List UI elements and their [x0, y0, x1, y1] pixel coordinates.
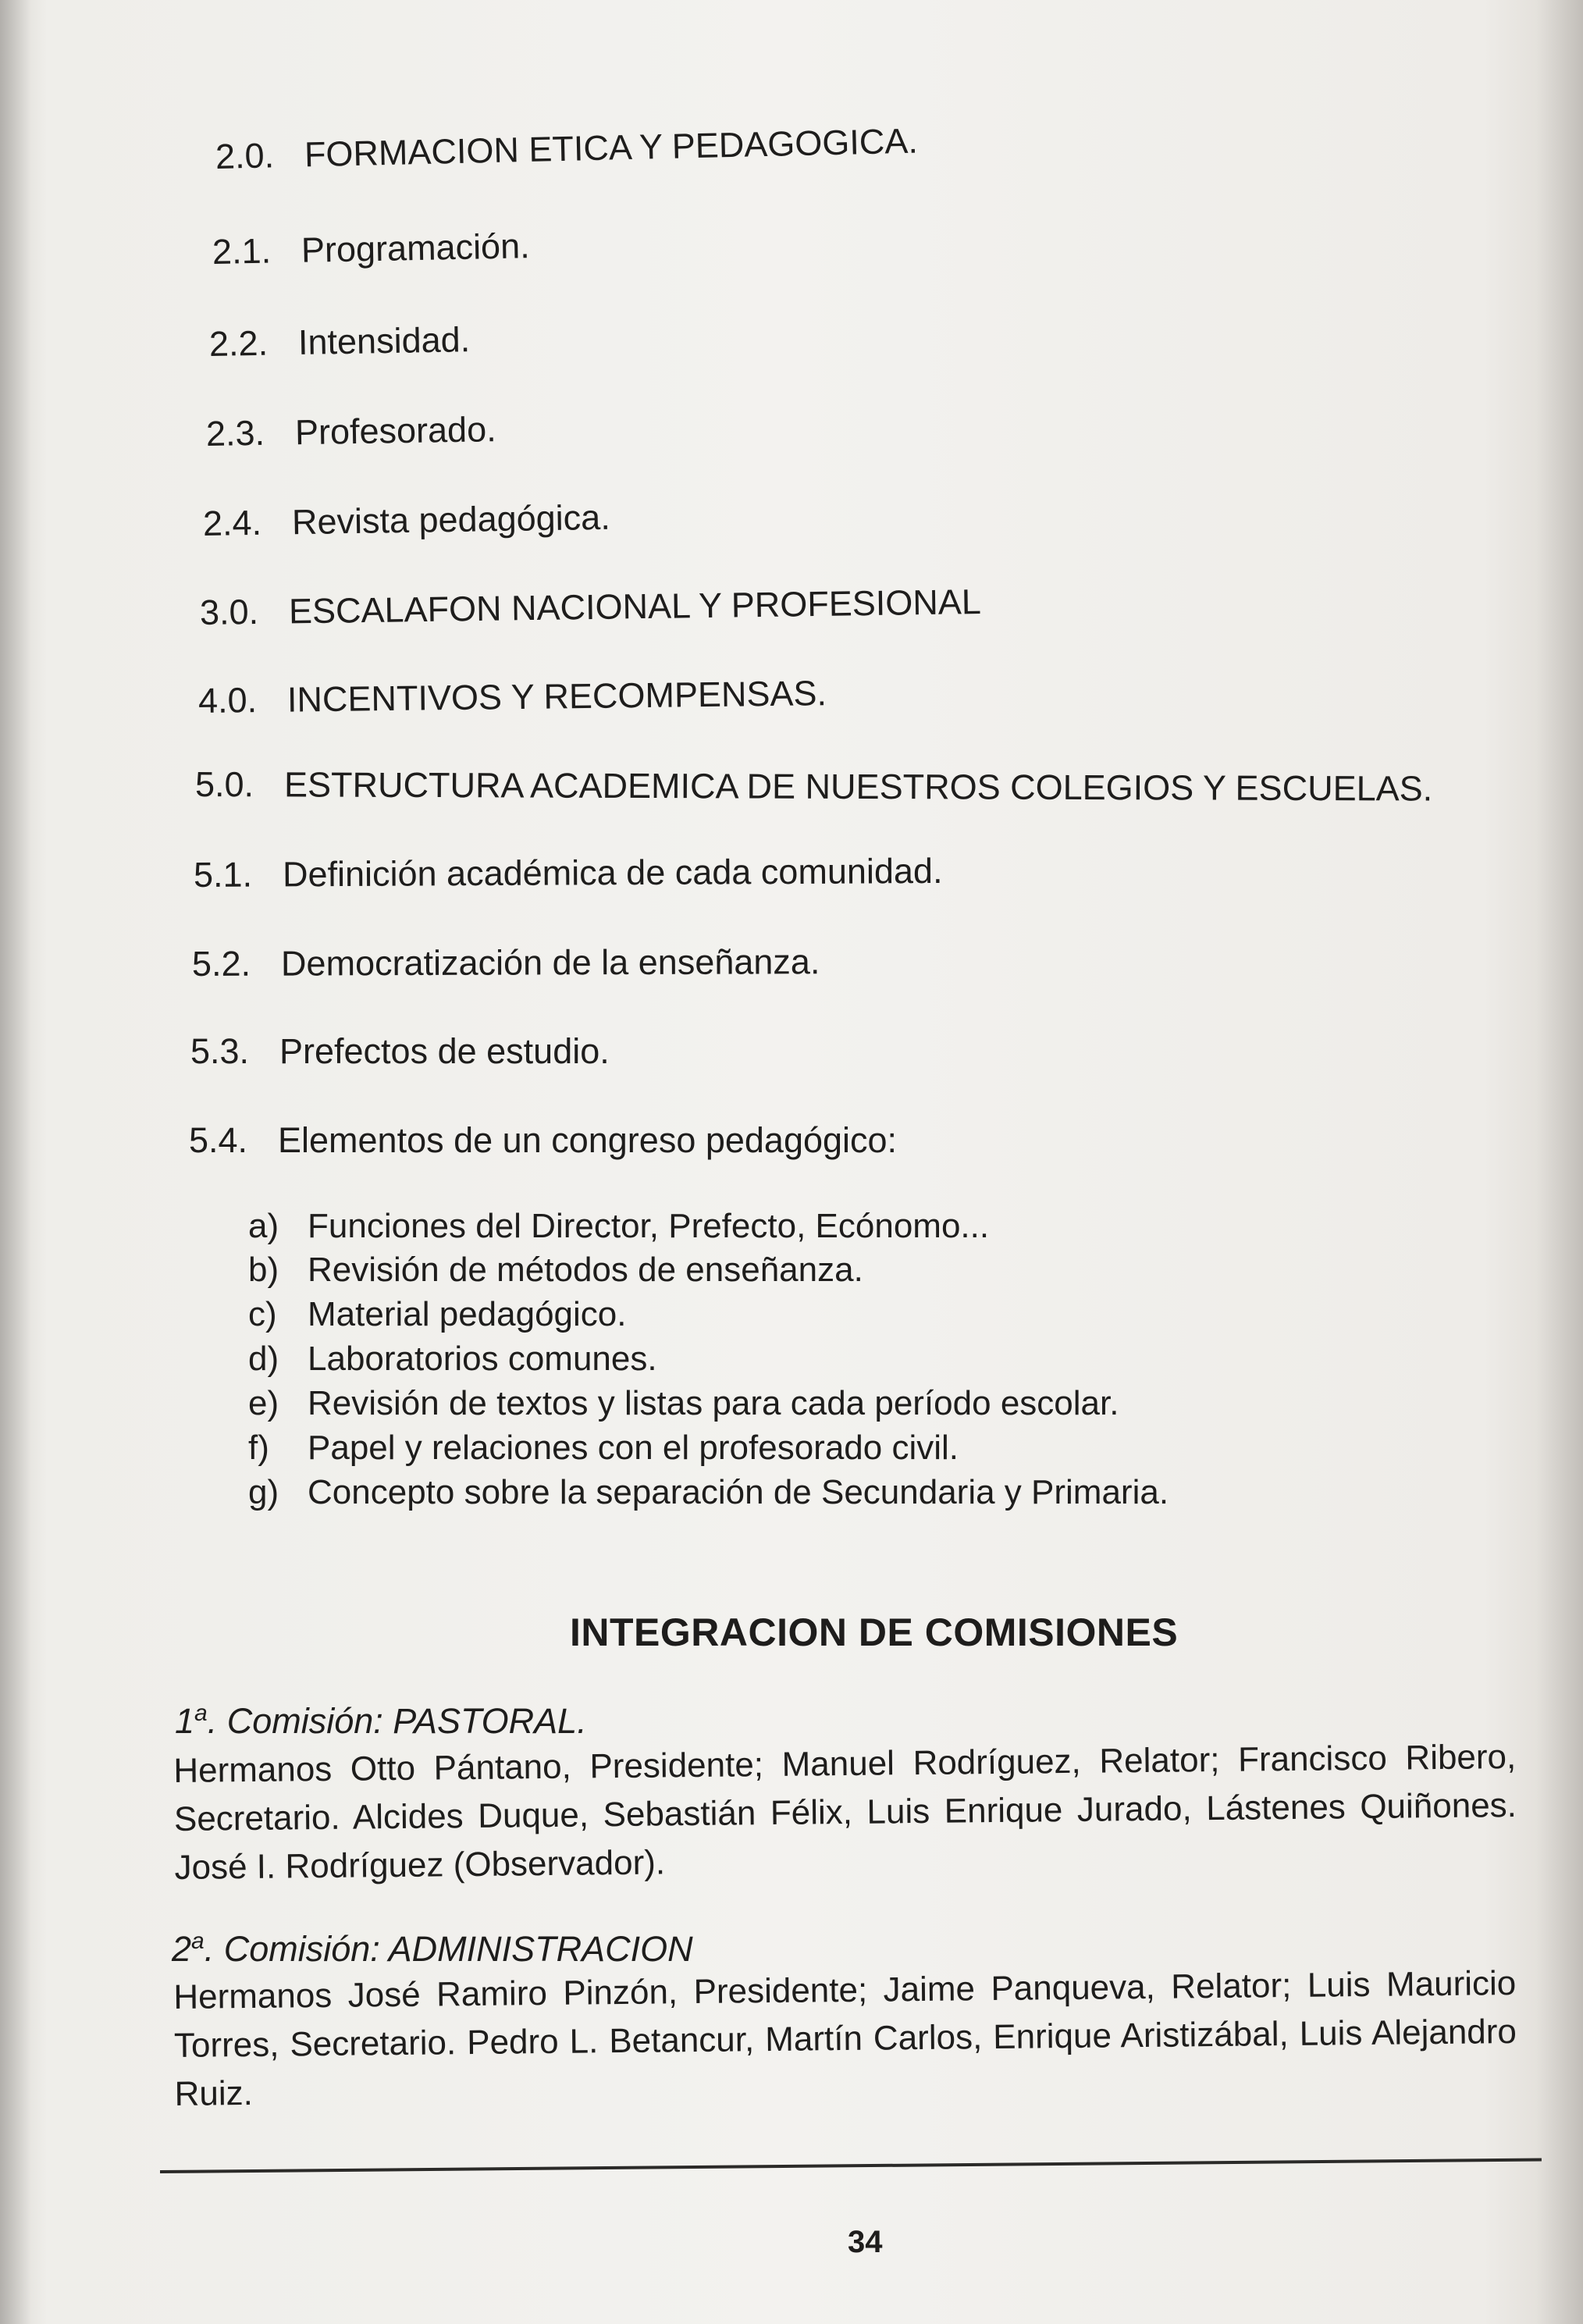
- outline-number: 2.1.: [212, 230, 272, 272]
- sublist-item: [248, 1429, 959, 1468]
- commission-members: Hermanos José Ramiro Pinzón, Presidente; Jaime Panqueva, Relator; Luis Mauricio Torres, Secretario. Pedro L. Betancur, Martín Carlos, Enrique Aristizábal, Luis Alejandro Ruiz.: [173, 1963, 1517, 2113]
- outline-number: 2.2.: [208, 322, 269, 364]
- outline-text: Prefectos de estudio.: [279, 1031, 610, 1071]
- sublist-letter: e): [248, 1384, 279, 1422]
- outline-text: Elementos de un congreso pedagógico:: [278, 1120, 898, 1160]
- outline-item: [208, 319, 471, 364]
- outline-item: [194, 764, 1433, 809]
- outline-number: 3.0.: [199, 591, 259, 632]
- outline-item: [205, 409, 497, 454]
- outline-text: Intensidad.: [297, 319, 471, 363]
- outline-text: ESCALAFON NACIONAL Y PROFESIONAL: [288, 582, 982, 632]
- outline-item: [202, 496, 611, 543]
- sublist-item: [248, 1295, 626, 1334]
- outline-item: [212, 226, 531, 272]
- commission-name: . Comisión: ADMINISTRACION: [204, 1929, 693, 1969]
- outline-number: 5.0.: [194, 764, 254, 805]
- outline-text: FORMACION ETICA Y PEDAGOGICA.: [304, 120, 919, 175]
- outline-text: Revista pedagógica.: [291, 496, 611, 543]
- sublist-letter: g): [248, 1473, 279, 1511]
- sublist-text: Revisión de textos y listas para cada período escolar.: [308, 1384, 1119, 1422]
- commission-ordinal-sup: a: [194, 1700, 208, 1726]
- sublist-letter: c): [248, 1295, 277, 1333]
- section-heading: INTEGRACION DE COMISIONES: [570, 1610, 1179, 1654]
- sublist-text: Material pedagógico.: [308, 1295, 627, 1333]
- outline-item: [200, 584, 981, 630]
- sublist-item: [248, 1473, 1169, 1512]
- sublist-text: Papel y relaciones con el profesorado civil.: [308, 1429, 959, 1467]
- commission-name: . Comisión: PASTORAL.: [207, 1701, 587, 1741]
- outline-text: Profesorado.: [294, 409, 497, 453]
- outline-text: Democratización de la enseñanza.: [280, 941, 820, 984]
- footer-rule: [160, 2159, 1542, 2173]
- sublist-item: [248, 1207, 989, 1246]
- outline-text: Programación.: [301, 226, 531, 270]
- commission-ordinal: 2: [172, 1929, 192, 1969]
- page-number: 34: [848, 2225, 883, 2259]
- outline-number: 2.3.: [205, 412, 265, 454]
- commission-title: [172, 1928, 693, 1970]
- outline-number: 4.0.: [197, 680, 258, 721]
- outline-number: 5.2.: [191, 943, 251, 984]
- commission-ordinal: 1: [175, 1701, 195, 1741]
- outline-item: [193, 850, 943, 895]
- outline-text: ESTRUCTURA ACADEMICA DE NUESTROS COLEGIOS Y ESCUELAS.: [283, 764, 1433, 809]
- sublist-letter: f): [248, 1429, 269, 1467]
- outline-item: [215, 120, 919, 176]
- outline-text: Definición académica de cada comunidad.: [282, 850, 943, 895]
- sublist-text: Revisión de métodos de enseñanza.: [308, 1251, 863, 1289]
- sublist-letter: a): [248, 1207, 279, 1245]
- sublist-item: [248, 1384, 1119, 1423]
- sublist-text: Concepto sobre la separación de Secundaria y Primaria.: [308, 1473, 1169, 1511]
- outline-item: [191, 941, 820, 984]
- outline-item: [197, 673, 827, 721]
- outline-number: 5.1.: [193, 854, 253, 895]
- outline-number: 5.4.: [189, 1120, 248, 1160]
- sublist-item: [248, 1251, 863, 1290]
- outline-item: [189, 1120, 898, 1160]
- outline-text: INCENTIVOS Y RECOMPENSAS.: [286, 673, 827, 720]
- outline-number: 5.3.: [190, 1031, 250, 1071]
- commission-title: [175, 1700, 587, 1742]
- commission-members: Hermanos Otto Pántano, Presidente; Manuel Rodríguez, Relator; Francisco Ribero, Secretario. Alcides Duque, Sebastián Félix, Luis Enrique Jurado, Lástenes Quiñones. José I. Rodríguez (Observador).: [173, 1737, 1517, 1887]
- sublist-letter: b): [248, 1251, 279, 1289]
- outline-item: [190, 1031, 610, 1071]
- sublist-text: Laboratorios comunes.: [308, 1340, 657, 1378]
- outline-number: 2.0.: [215, 135, 275, 176]
- outline-number: 2.4.: [202, 502, 262, 543]
- sublist-letter: d): [248, 1340, 279, 1378]
- commission-ordinal-sup: a: [191, 1928, 205, 1954]
- sublist-text: Funciones del Director, Prefecto, Ecónomo...: [308, 1207, 990, 1245]
- sublist-item: [248, 1340, 657, 1379]
